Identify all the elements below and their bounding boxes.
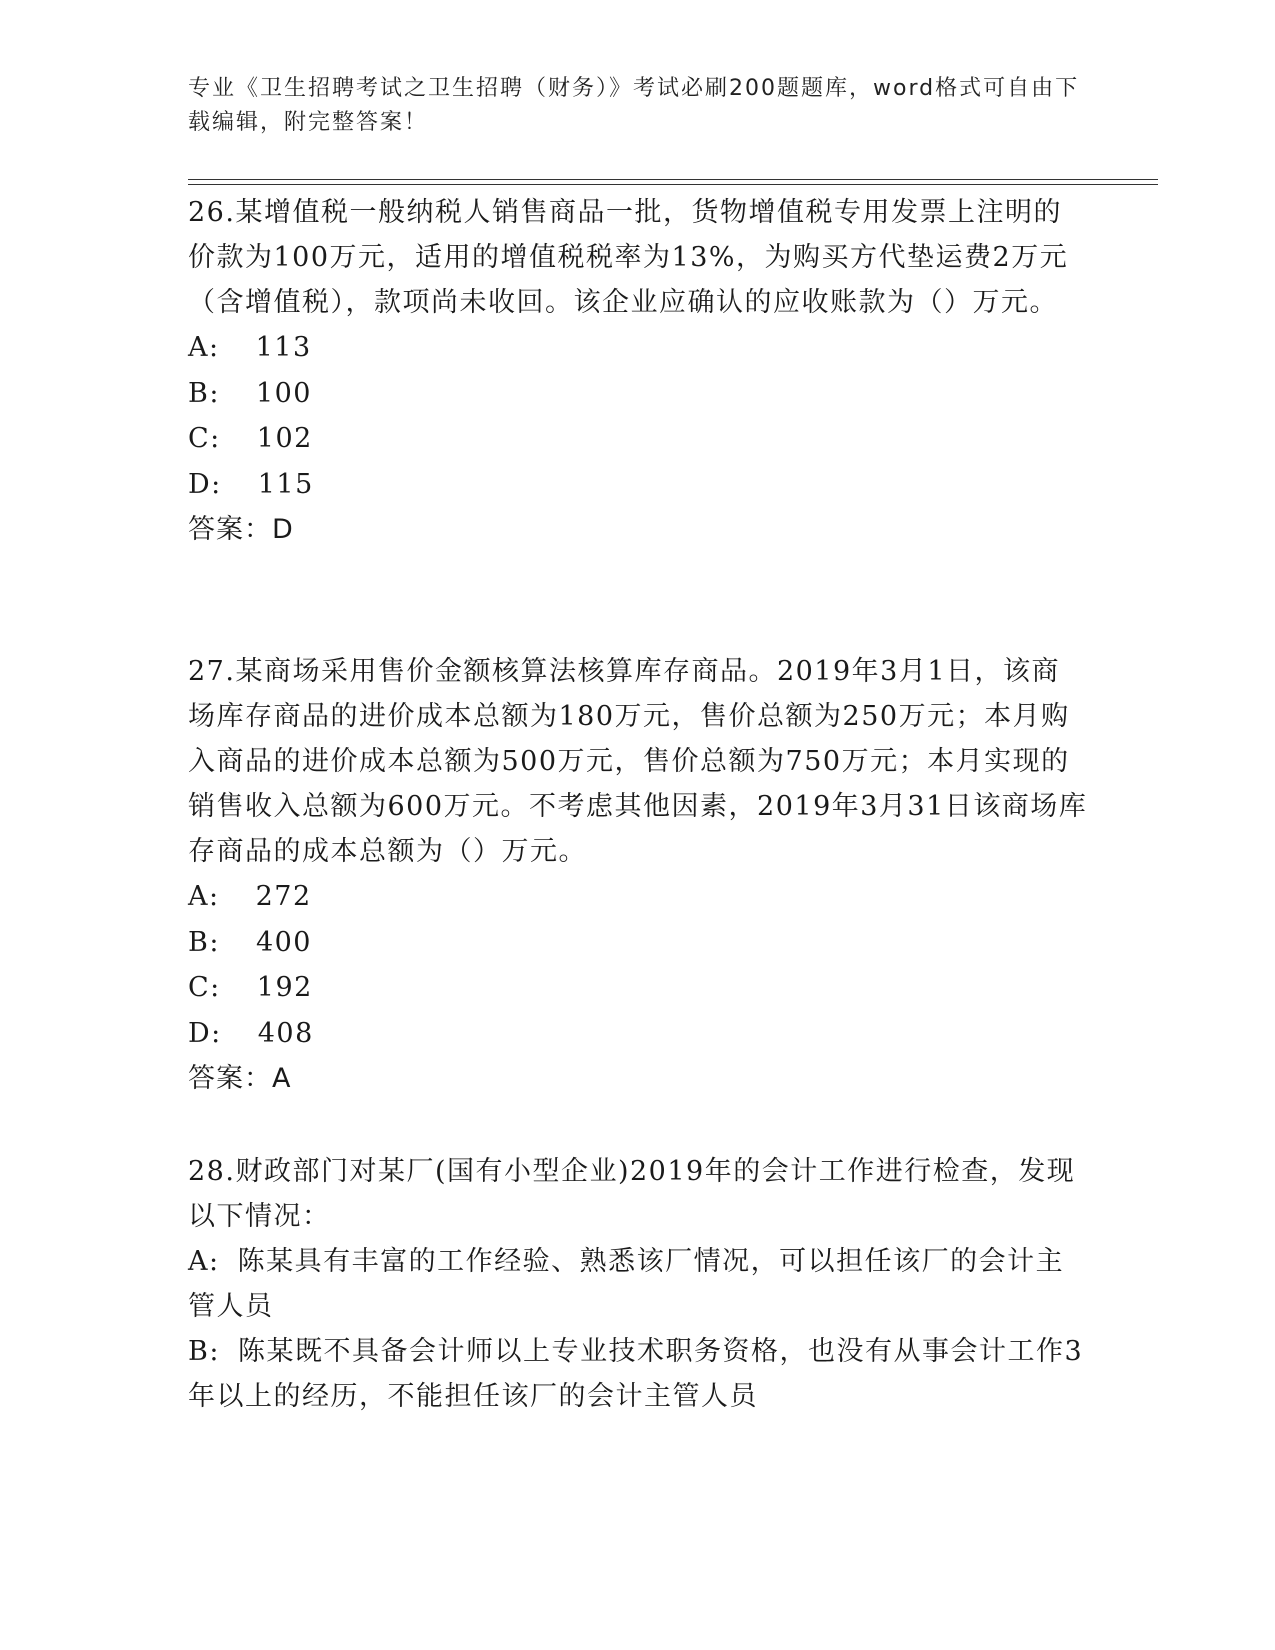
answer-line: 答案：D (188, 514, 294, 545)
option-text: 102 (256, 423, 313, 454)
option-text: 192 (256, 972, 313, 1003)
option-text: 115 (257, 468, 314, 500)
option-key: B: (188, 926, 220, 958)
question-stem: 26.某增值税一般纳税人销售商品一批，货物增值税专用发票上注明的价款为100万元，适用的增值税税率为13%，为购买方代垫运费2万元（含增值税），款项尚未收回。该企业应确认的应收账款为（）万元。 (188, 197, 1069, 318)
option-d (188, 462, 1088, 508)
option-text: 272 (255, 881, 312, 912)
header-divider-bottom (188, 184, 1158, 185)
question-27 (188, 649, 1088, 1101)
question-stem: 27.某商场采用售价金额核算法核算库存商品。2019年3月1日，该商场库存商品的进价成本总额为180万元，售价总额为250万元；本月购入商品的进价成本总额为500万元，售价总额为750万元；本月实现的销售收入总额为600万元。不考虑其他因素，2019年3月31日该商场库存商品的成本总额为（）万元。 (188, 656, 1088, 867)
option-key: C: (188, 423, 221, 454)
option-key: A: (188, 881, 220, 912)
option-a (188, 325, 1088, 371)
option-text: 陈某既不具备会计师以上专业技术职务资格，也没有从事会计工作3年以上的经历，不能担任该厂的会计主管人员 (188, 1336, 1084, 1412)
option-key: D: (188, 468, 222, 500)
option-key: B: (188, 377, 220, 409)
document-header: 专业《卫生招聘考试之卫生招聘（财务）》考试必刷200题题库，word格式可自由下载编辑，附完整答案！ (188, 76, 1080, 135)
option-a (188, 1239, 1088, 1329)
option-key: A: (188, 332, 220, 363)
option-b (188, 371, 1088, 417)
question-stem: 28.财政部门对某厂(国有小型企业)2019年的会计工作进行检查，发现以下情况： (188, 1156, 1076, 1232)
question-26 (188, 190, 1088, 552)
question-28 (188, 1149, 1088, 1419)
option-key: B: (188, 1336, 220, 1367)
header-divider-top (188, 179, 1158, 180)
option-text: 113 (255, 332, 312, 363)
option-key: C: (188, 972, 221, 1003)
option-text: 400 (255, 926, 312, 958)
option-b (188, 920, 1088, 966)
answer-line: 答案：A (188, 1063, 292, 1094)
option-a (188, 874, 1088, 920)
option-key: D: (188, 1017, 222, 1049)
option-text: 408 (257, 1017, 314, 1049)
option-key: A: (188, 1246, 220, 1277)
option-c (188, 965, 1088, 1011)
option-d (188, 1011, 1088, 1057)
option-text: 100 (255, 377, 312, 409)
option-c (188, 416, 1088, 462)
option-b (188, 1329, 1088, 1419)
option-text: 陈某具有丰富的工作经验、熟悉该厂情况，可以担任该厂的会计主管人员 (188, 1246, 1065, 1322)
